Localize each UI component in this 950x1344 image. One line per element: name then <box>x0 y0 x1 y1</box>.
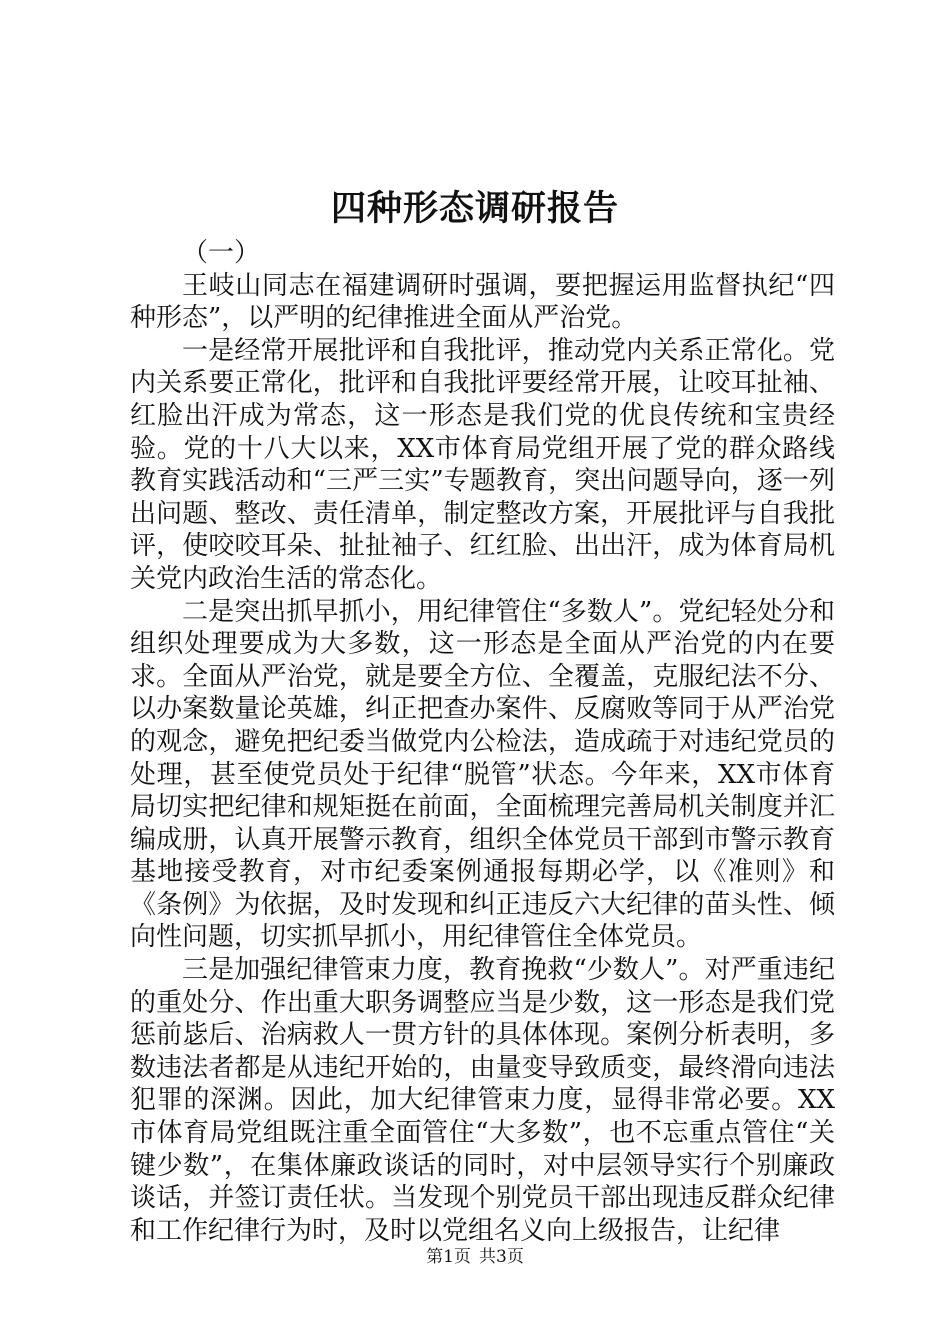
paragraph-form-three: 三是加强纪律管束力度，教育挽救“少数人”。对严重违纪的重处分、作出重大职务调整应当是少数，这一形态是我们党惩前毖后、治病救人一贯方针的具体体现。案例分析表明，多数违法者都是从违纪开始的，由量变导致质变，最终滑向违法犯罪的深渊。因此，加大纪律管束力度，显得非常必要。XX市体育局党组既注重全面管住“大多数”，也不忘重点管住“关键少数”，在集体廉政谈话的同时，对中层领导实行个别廉政谈话，并签订责任状。当发现个别党员干部出现违反群众纪律和工作纪律行为时，及时以党组名义向上级报告，让纪律 <box>130 955 835 1246</box>
section-number: （一） <box>182 238 261 268</box>
intro-paragraph: 王岐山同志在福建调研时强调，要把握运用监督执纪“四种形态”，以严明的纪律推进全面从严治党。 <box>130 270 835 334</box>
document-body <box>130 237 835 1247</box>
page-total: 共3页 <box>479 1247 524 1267</box>
paragraph-form-two: 二是突出抓早抓小，用纪律管住“多数人”。党纪轻处分和组织处理要成为大多数，这一形态是全面从严治党的内在要求。全面从严治党，就是要全方位、全覆盖，克服纪法不分、以办案数量论英雄，纠正把查办案件、反腐败等同于从严治党的观念，避免把纪委当做党内公检法，造成疏于对违纪党员的处理，甚至使党员处于纪律“脱管”状态。今年来，XX市体育局切实把纪律和规矩挺在前面，全面梳理完善局机关制度并汇编成册，认真开展警示教育，组织全体党员干部到市警示教育基地接受教育，对市纪委案例通报每期必学，以《准则》和《条例》为依据，及时发现和纠正违反六大纪律的苗头性、倾向性问题，切实抓早抓小，用纪律管住全体党员。 <box>130 596 835 953</box>
document-title: 四种形态调研报告 <box>330 188 619 229</box>
page-footer <box>0 1245 950 1269</box>
page-number: 第1页 <box>426 1247 471 1267</box>
paragraph-form-one: 一是经常开展批评和自我批评，推动党内关系正常化。党内关系要正常化，批评和自我批评要经常开展，让咬耳扯袖、红脸出汗成为常态，这一形态是我们党的优良传统和宝贵经验。党的十八大以来，XX市体育局党组开展了党的群众路线教育实践活动和“三严三实”专题教育，突出问题导向，逐一列出问题、整改、责任清单，制定整改方案，开展批评与自我批评，使咬咬耳朵、扯扯袖子、红红脸、出出汗，成为体育局机关党内政治生活的常态化。 <box>130 335 835 594</box>
